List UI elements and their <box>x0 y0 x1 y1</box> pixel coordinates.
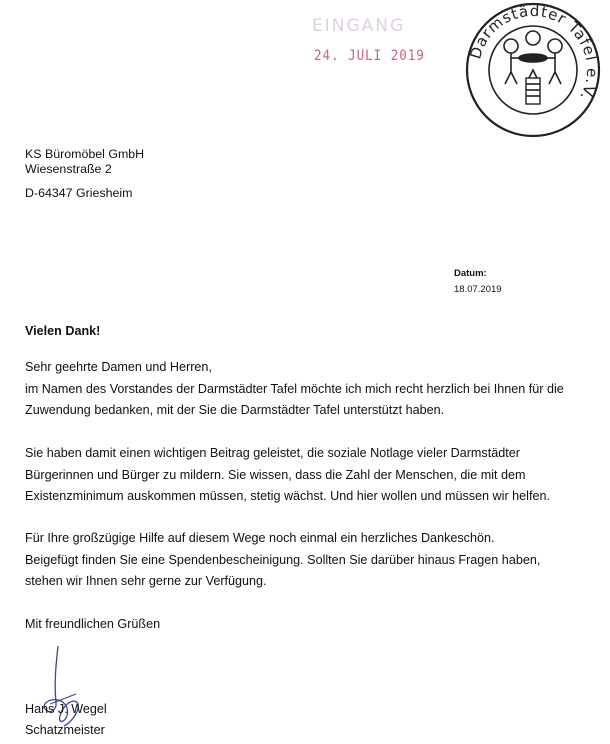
paragraph-line: Sie haben damit einen wichtigen Beitrag geleistet, die soziale Notlage vieler Darmstädter <box>25 446 520 460</box>
svg-text:Darmstädter Tafel e.V. <box>466 2 601 104</box>
paragraph-line: Beigefügt finden Sie eine Spendenbescheinigung. Sollten Sie darüber hinaus Fragen haben, <box>25 552 541 567</box>
paragraph-line: Existenzminimum auskommen müssen, stetig wächst. Und hier wollen und müssen wir helfen. <box>25 489 550 503</box>
paragraph-line: Bürgerinnen und Bürger zu mildern. Sie wissen, dass die Zahl der Menschen, die mit dem <box>25 467 526 482</box>
paragraph-intro <box>25 357 600 422</box>
recipient-city: D-64347 Griesheim <box>25 186 133 200</box>
date-label: Datum: <box>454 268 487 279</box>
paragraph-line: Für Ihre großzügige Hilfe auf diesem Wege noch einmal ein herzliches Dankeschön. <box>25 531 495 545</box>
closing <box>25 614 600 636</box>
logo-text: Darmstädter Tafel e.V. <box>466 1 602 105</box>
paragraph-line: im Namen des Vorstandes der Darmstädter Tafel möchte ich mich recht herzlich bei Ihnen für die <box>25 381 564 396</box>
recipient-street: Wiesenstraße 2 <box>25 162 112 176</box>
darmstaedter-tafel-logo <box>463 0 603 140</box>
received-stamp-date: 24. JULI 2019 <box>314 46 425 64</box>
paragraph-line: Zuwendung bedanken, mit der Sie die Darmstädter Tafel unterstützt haben. <box>25 403 445 417</box>
paragraph-contribution <box>25 443 600 508</box>
people-emblem-icon <box>504 31 562 104</box>
signer-name: Hans J. Wegel <box>25 702 107 716</box>
paragraph-line: stehen wir Ihnen sehr gerne zur Verfügung. <box>25 574 267 588</box>
letter-heading: Vielen Dank! <box>25 324 101 338</box>
signer-title: Schatzmeister <box>25 723 105 737</box>
recipient-company: KS Büromöbel GmbH <box>25 147 145 161</box>
closing-text: Mit freundlichen Grüßen <box>25 617 161 631</box>
received-stamp-word: EINGANG <box>312 16 406 36</box>
paragraph-thanks <box>25 528 600 593</box>
salutation: Sehr geehrte Damen und Herren, <box>25 360 212 374</box>
date-value: 18.07.2019 <box>454 284 502 295</box>
